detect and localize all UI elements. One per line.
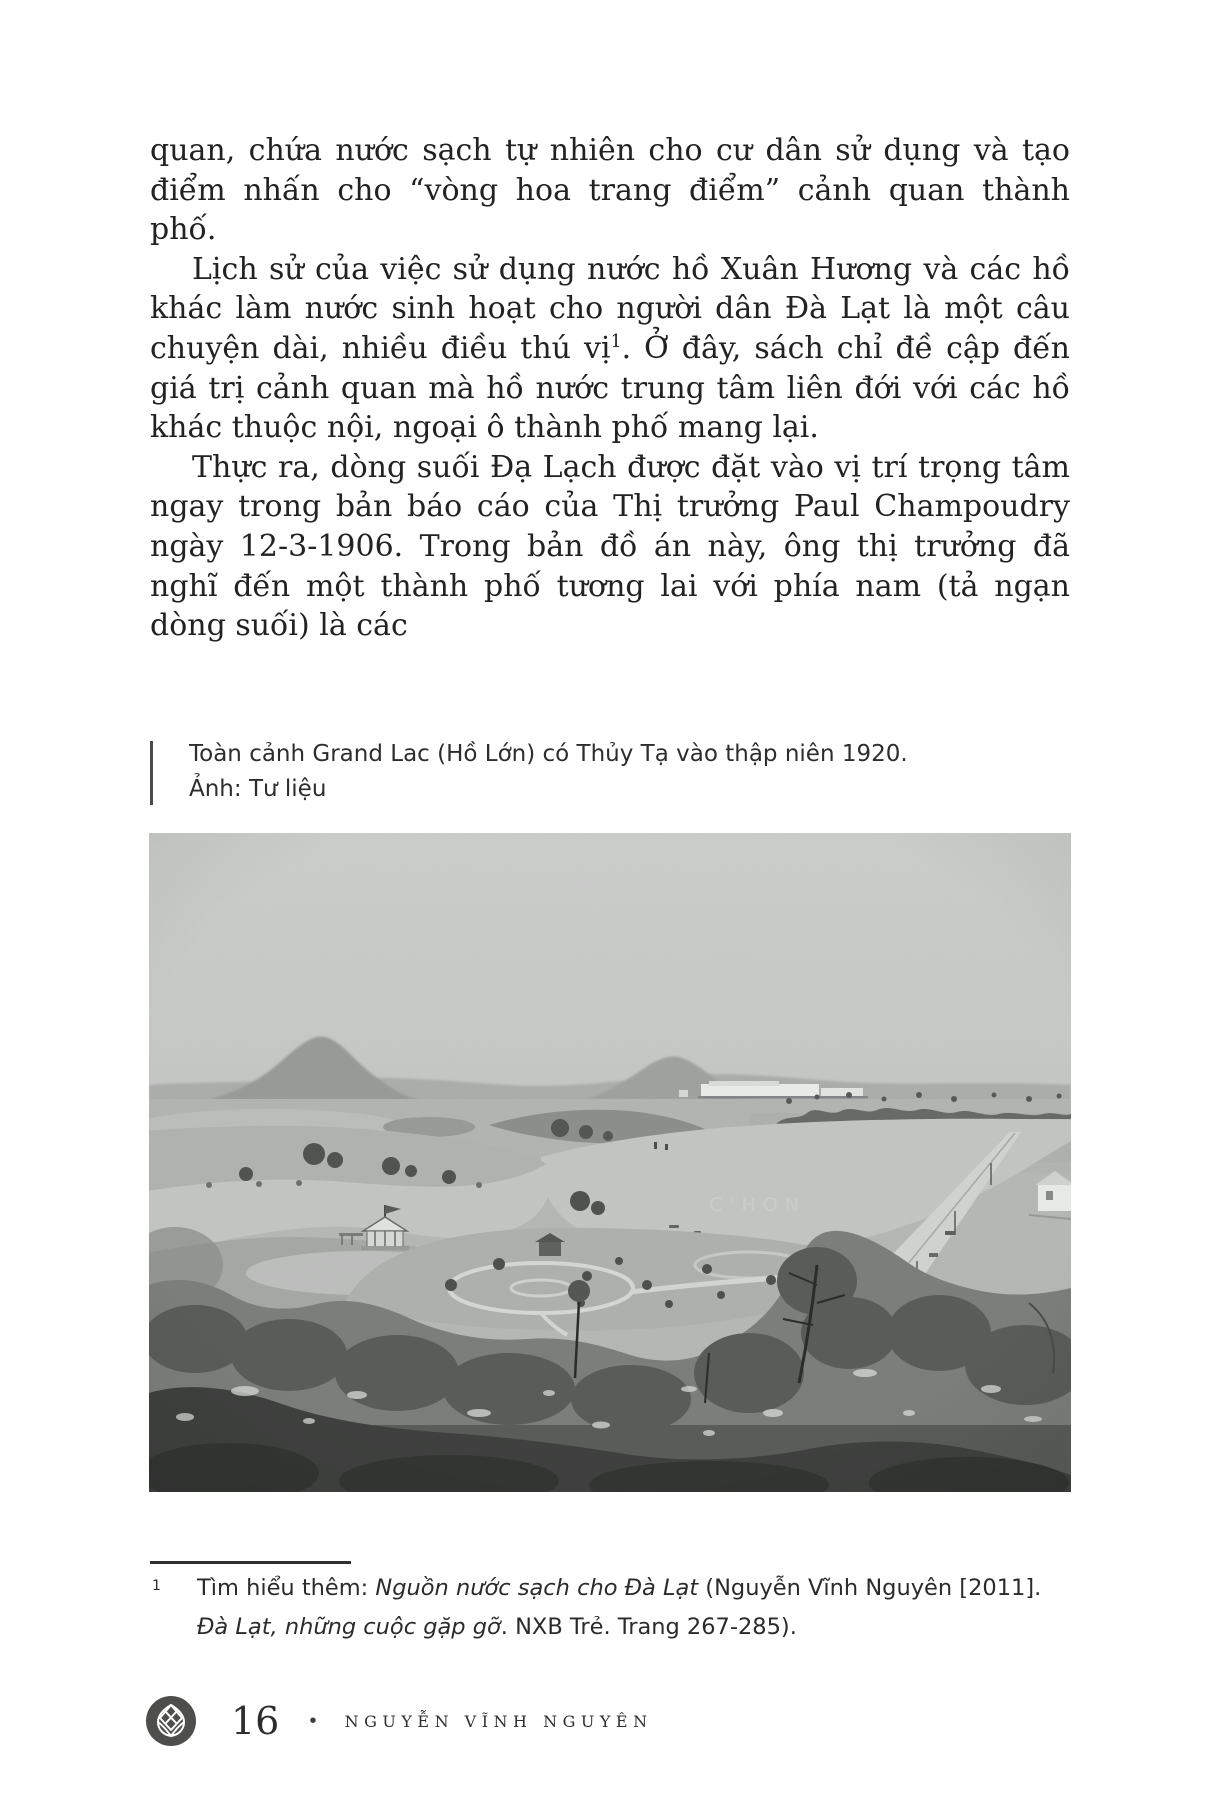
footer-separator-bullet: • (307, 1710, 319, 1732)
photo-caption (150, 737, 908, 807)
footnote (150, 1569, 1072, 1647)
author-name: NGUYỄN VĨNH NGUYÊN (344, 1711, 653, 1731)
footnote-part: Tìm hiểu thêm: (197, 1575, 376, 1601)
paragraph-text: . Ở đây, sách chỉ đề cập đến giá trị cảnh quan mà hồ nước trung tâm liên đới với các hồ khác thuộc nội, ngoại ô thành phố mang lại. (150, 330, 1070, 446)
footnote-text (197, 1569, 1072, 1647)
footnote-book-title: Đà Lạt, những cuộc gặp gỡ (197, 1614, 501, 1640)
caption-rule (150, 741, 153, 805)
page-number: 16 (231, 1699, 280, 1743)
footnote-part: (Nguyễn Vĩnh Nguyên [2011]. (698, 1575, 1042, 1601)
photo-illustration (149, 833, 1071, 1492)
footnote-part: . NXB Trẻ. Trang 267-285). (500, 1614, 797, 1640)
caption-line-1: Toàn cảnh Grand Lac (Hồ Lớn) có Thủy Tạ vào thập niên 1920. (189, 741, 908, 767)
footnote-book-title: Nguồn nước sạch cho Đà Lạt (375, 1575, 699, 1601)
photo-grain (149, 833, 1071, 1492)
footnote-reference: 1 (610, 331, 622, 352)
paragraph-text: Lịch sử của việc sử dụng nước hồ Xuân Hương và các hồ khác làm nước sinh hoạt cho người dân Đà Lạt là một câu chuyện dài, nhiều điều thú vị (150, 251, 1070, 366)
body-text (150, 131, 1070, 646)
paragraph: Thực ra, dòng suối Đạ Lạch được đặt vào vị trí trọng tâm ngay trong bản báo cáo của Thị trưởng Paul Champoudry ngày 12-3-1906. Trong bản đồ án này, ông thị trưởng đã nghĩ đến một thành phố tương lai với phía nam (tả ngạn dòng suối) là các (150, 449, 1070, 644)
caption-line-2: Ảnh: Tư liệu (189, 776, 327, 802)
paragraph (150, 250, 1070, 448)
paragraph-continuation: quan, chứa nước sạch tự nhiên cho cư dân sử dụng và tạo điểm nhấn cho “vòng hoa trang điểm” cảnh quan thành phố. (150, 133, 1070, 248)
photo-grand-lac (149, 833, 1071, 1492)
publisher-logo-icon (145, 1695, 197, 1747)
page-footer (145, 1695, 653, 1747)
footnote-rule (150, 1561, 351, 1564)
caption-text (189, 737, 908, 807)
footnote-marker: 1 (152, 1578, 161, 1594)
